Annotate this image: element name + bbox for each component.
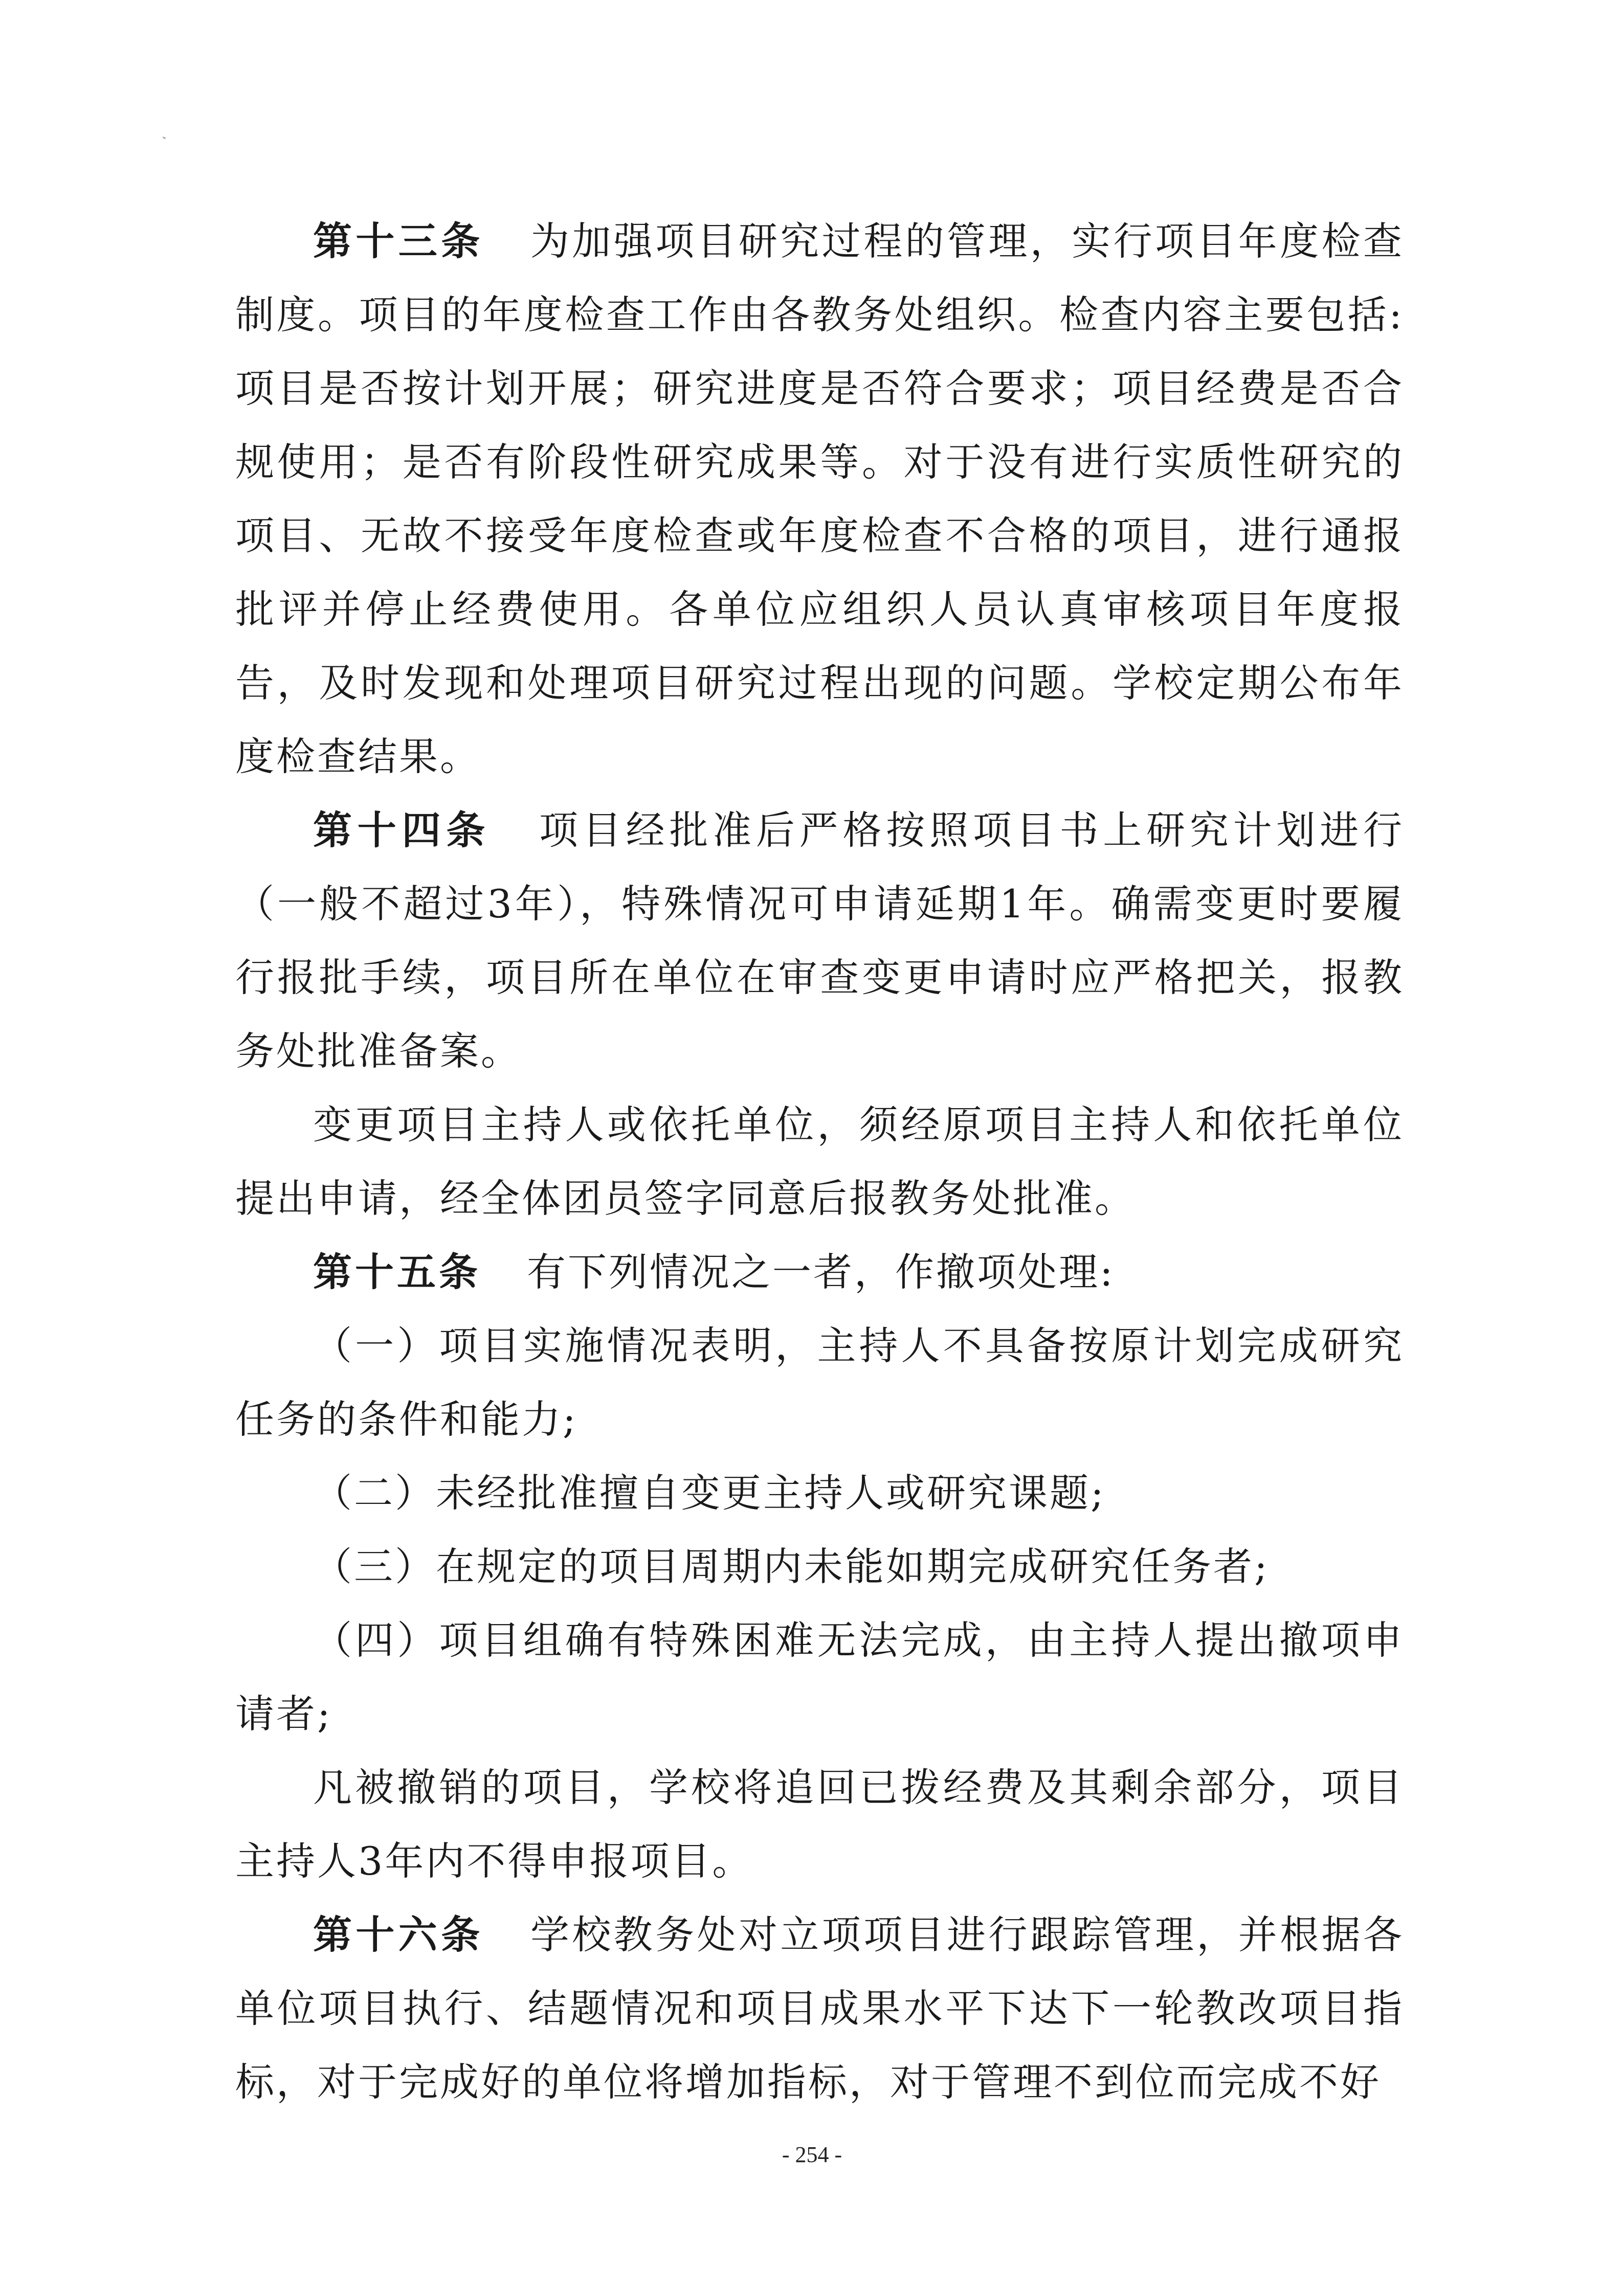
- paragraph-article-16: [235, 1898, 1404, 2119]
- document-body: [235, 205, 1404, 2119]
- article-heading: 第十四条: [313, 807, 491, 853]
- paragraph-article-13: [235, 205, 1404, 794]
- page-number: - 254 -: [782, 2142, 842, 2167]
- list-item-1: （一）项目实施情况表明，主持人不具备按原计划完成研究任务的条件和能力;: [235, 1323, 1404, 1442]
- paragraph-text: 项目经批准后严格按照项目书上研究计划进行（一般不超过3年），特殊情况可申请延期1年。确需变更时要履行报批手续，项目所在单位在审查变更申请时应严格把关，报教务处批准备案。: [235, 807, 1405, 1074]
- scan-speck: [163, 137, 166, 139]
- article-heading: 第十五条: [313, 1249, 481, 1295]
- paragraph-article-14: [235, 794, 1404, 1088]
- list-item-3: （三）在规定的项目周期内未能如期完成研究任务者;: [313, 1544, 1270, 1589]
- list-item-2: （二）未经批准擅自变更主持人或研究课题;: [313, 1470, 1106, 1516]
- paragraph-text: 为加强项目研究过程的管理，实行项目年度检查制度。项目的年度检查工作由各教务处组织。检查内容主要包括:项目是否按计划开展；研究进度是否符合要求；项目经费是否合规使用；是否有阶段性研究成果等。对于没有进行实质性研究的项目、无故不接受年度检查或年度检查不合格的项目，进行通报批评并停止经费使用。各单位应组织人员认真审核项目年度报告，及时发现和处理项目研究过程出现的问题。学校定期公布年度检查结果。: [235, 218, 1405, 779]
- paragraph-text: 学校教务处对立项项目进行跟踪管理，并根据各单位项目执行、结题情况和项目成果水平下达下一轮教改项目指标，对于完成好的单位将增加指标，对于管理不到位而完成不好: [235, 1912, 1405, 2105]
- list-item-4: （四）项目组确有特殊困难无法完成，由主持人提出撤项申请者;: [235, 1617, 1404, 1737]
- article-heading: 第十六条: [313, 1912, 484, 1957]
- article-heading: 第十三条: [313, 218, 484, 264]
- paragraph-revoked: 凡被撤销的项目，学校将追回已拨经费及其剩余部分，项目主持人3年内不得申报项目。: [235, 1765, 1404, 1884]
- paragraph-text: 有下列情况之一者，作撤项处理:: [527, 1249, 1115, 1295]
- paragraph-change-host: 变更项目主持人或依托单位，须经原项目主持人和依托单位提出申请，经全体团员签字同意后报教务处批准。: [235, 1102, 1404, 1221]
- paragraph-article-15: [235, 1235, 1404, 1309]
